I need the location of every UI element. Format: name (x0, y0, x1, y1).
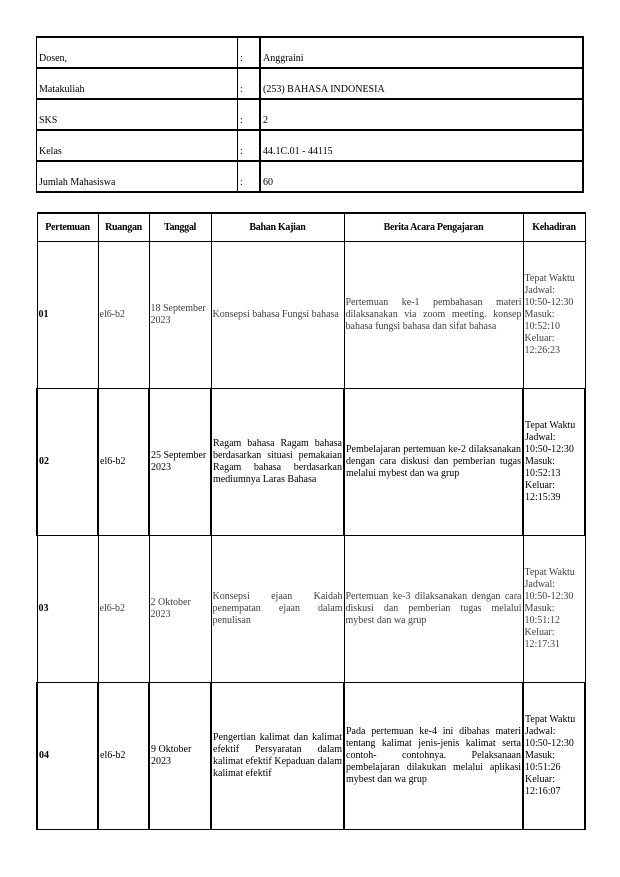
table-row (37, 389, 585, 536)
info-separator: : (238, 37, 261, 68)
cell-pertemuan: 04 (37, 683, 98, 830)
cell-berita-acara: Pertemuan ke-3 dilaksanakan dengan cara diskusi dan pemberian tugas melalui mybest dan wa grup (344, 536, 523, 683)
cell-bahan-kajian: Konsepsi ejaan Kaidah penempatan ejaan dalam penulisan (211, 536, 344, 683)
cell-pertemuan: 03 (37, 536, 98, 683)
info-row-kelas (37, 130, 584, 161)
info-row-jumlah-mahasiswa (37, 161, 584, 192)
cell-berita-acara: Pembelajaran pertemuan ke-2 dilaksanakan dengan cara diskusi dan pemberian tugas melalui mybest dan wa grup (344, 389, 523, 536)
table-header-row (37, 213, 585, 242)
info-separator: : (238, 161, 261, 192)
info-label: Jumlah Mahasiswa (37, 161, 238, 192)
cell-berita-acara: Pada pertemuan ke-4 ini dibahas materi tentang kalimat jenis-jenis kalimat serta contoh- contohnya. Pelaksanaan pembelajaran dilakukan melalui aplikasi mybest dan wa grup (344, 683, 523, 830)
info-separator: : (238, 68, 261, 99)
cell-pertemuan: 02 (37, 389, 98, 536)
cell-ruangan: el6-b2 (98, 536, 149, 683)
cell-bahan-kajian: Konsepsi bahasa Fungsi bahasa (211, 242, 344, 389)
header-bahan-kajian: Bahan Kajian (211, 213, 344, 242)
cell-berita-acara: Pertemuan ke-1 pembahasan materi dilaksanakan via zoom meeting. konsep bahasa fungsi bahasa dan sifat bahasa (344, 242, 523, 389)
info-value: 44.1C.01 - 44115 (260, 130, 583, 161)
cell-ruangan: el6-b2 (98, 683, 149, 830)
cell-ruangan: el6-b2 (98, 389, 149, 536)
table-row (37, 536, 585, 683)
cell-tanggal: 2 Oktober 2023 (149, 536, 211, 683)
cell-kehadiran: Tepat Waktu Jadwal: 10:50-12:30 Masuk: 10:52:13 Keluar: 12:15:39 (523, 389, 585, 536)
header-pertemuan: Pertemuan (37, 213, 98, 242)
info-separator: : (238, 99, 261, 130)
cell-kehadiran: Tepat Waktu Jadwal: 10:50-12:30 Masuk: 10:51:12 Keluar: 12:17:31 (523, 536, 585, 683)
cell-ruangan: el6-b2 (98, 242, 149, 389)
cell-bahan-kajian: Ragam bahasa Ragam bahasa berdasarkan situasi pemakaian Ragam bahasa berdasarkan mediumnya Laras Bahasa (211, 389, 344, 536)
info-separator: : (238, 130, 261, 161)
info-row-sks (37, 99, 584, 130)
info-label: SKS (37, 99, 238, 130)
info-label: Dosen, (37, 37, 238, 68)
header-ruangan: Ruangan (98, 213, 149, 242)
cell-pertemuan: 01 (37, 242, 98, 389)
info-label: Kelas (37, 130, 238, 161)
header-kehadiran: Kehadiran (523, 213, 585, 242)
header-tanggal: Tanggal (149, 213, 211, 242)
info-value: Anggraini (260, 37, 583, 68)
attendance-table (36, 212, 586, 830)
info-row-dosen (37, 37, 584, 68)
cell-tanggal: 9 Oktober 2023 (149, 683, 211, 830)
cell-kehadiran: Tepat Waktu Jadwal: 10:50-12:30 Masuk: 10:52:10 Keluar: 12:26:23 (523, 242, 585, 389)
table-row (37, 242, 585, 389)
cell-tanggal: 25 September 2023 (149, 389, 211, 536)
table-row (37, 683, 585, 830)
info-label: Matakuliah (37, 68, 238, 99)
info-value: (253) BAHASA INDONESIA (260, 68, 583, 99)
cell-kehadiran: Tepat Waktu Jadwal: 10:50-12:30 Masuk: 10:51:26 Keluar: 12:16:07 (523, 683, 585, 830)
header-berita-acara: Berita Acara Pengajaran (344, 213, 523, 242)
cell-tanggal: 18 September 2023 (149, 242, 211, 389)
info-row-matakuliah (37, 68, 584, 99)
cell-bahan-kajian: Pengertian kalimat dan kalimat efektif Persyaratan dalam kalimat efektif Kepaduan dalam kalimat efektif (211, 683, 344, 830)
course-info-table (36, 36, 584, 193)
info-value: 2 (260, 99, 583, 130)
info-value: 60 (260, 161, 583, 192)
